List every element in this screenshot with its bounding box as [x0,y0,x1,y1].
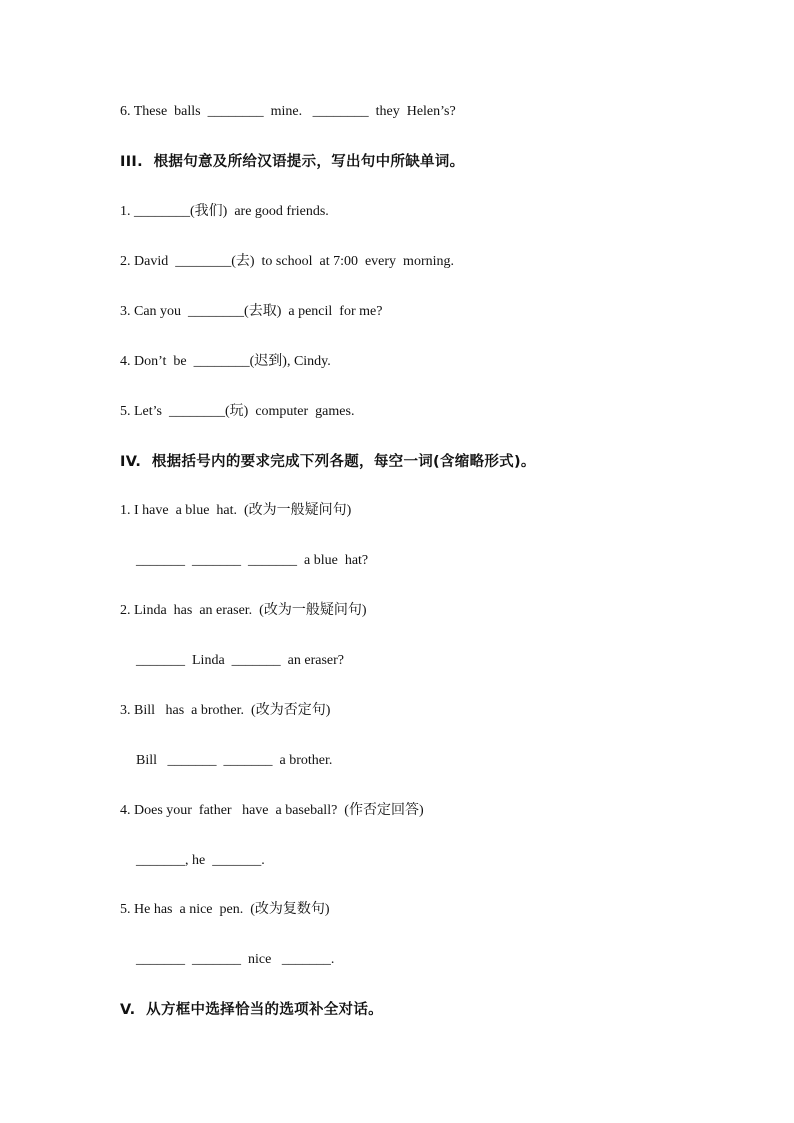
section-4-answer-4: _______, he _______. [136,853,265,868]
section-5-heading: V. 从方框中选择恰当的选项补全对话。 [120,1002,383,1018]
section-4-question-3: 3. Bill has a brother. (改为否定句) [120,703,331,718]
section-4-question-4: 4. Does your father have a baseball? (作否定回答) [120,803,424,818]
section-4-heading: IV. 根据括号内的要求完成下列各题，每空一词(含缩略形式)。 [120,454,536,470]
section-4-answer-2: _______ Linda _______ an eraser? [136,653,344,668]
question-6-previous: 6. These balls ________ mine. ________ they Helen’s? [120,104,456,119]
section-4-question-5: 5. He has a nice pen. (改为复数句) [120,902,330,917]
section-3-item-2: 2. David ________(去) to school at 7:00 every morning. [120,254,455,269]
section-4-answer-1: _______ _______ _______ a blue hat? [136,553,369,568]
section-3-item-4: 4. Don’t be ________(迟到), Cindy. [120,354,331,369]
section-3-item-5: 5. Let’s ________(玩) computer games. [120,404,355,419]
section-3-heading: III. 根据句意及所给汉语提示，写出句中所缺单词。 [120,154,465,170]
section-4-question-2: 2. Linda has an eraser. (改为一般疑问句) [120,603,367,618]
section-3-item-3: 3. Can you ________(去取) a pencil for me? [120,304,383,319]
section-4-answer-5: _______ _______ nice _______. [136,952,335,967]
section-4-answer-3: Bill _______ _______ a brother. [136,753,333,768]
section-3-item-1: 1. ________(我们) are good friends. [120,204,329,219]
section-4-question-1: 1. I have a blue hat. (改为一般疑问句) [120,503,352,518]
